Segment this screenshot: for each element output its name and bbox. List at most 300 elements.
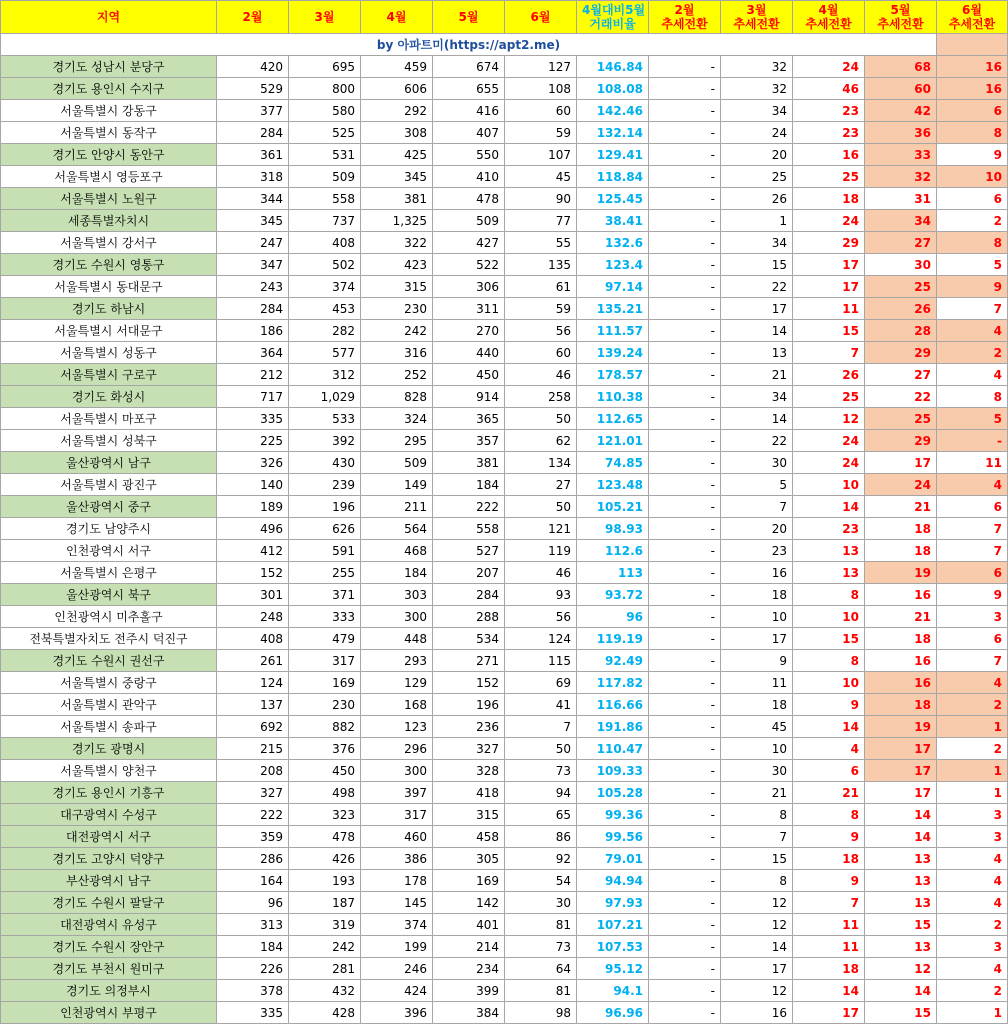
- ratio-cell: 191.86: [577, 716, 649, 738]
- trend-feb-cell: -: [649, 408, 721, 430]
- may-cell: 236: [433, 716, 505, 738]
- header-ratio-line1: 4월대비5월: [582, 3, 646, 17]
- jun-cell: 27: [505, 474, 577, 496]
- table-row: [1, 122, 1008, 144]
- may-cell: 328: [433, 760, 505, 782]
- trend-apr-cell: 10: [793, 672, 865, 694]
- table-row: [1, 298, 1008, 320]
- may-cell: 315: [433, 804, 505, 826]
- trend-mar-cell: 10: [721, 738, 793, 760]
- trend-mar-cell: 18: [721, 694, 793, 716]
- trend-may-cell: 17: [865, 760, 937, 782]
- region-cell: 서울특별시 송파구: [1, 716, 217, 738]
- feb-cell: 286: [217, 848, 289, 870]
- trend-feb-cell: -: [649, 320, 721, 342]
- feb-cell: 412: [217, 540, 289, 562]
- table-row: [1, 188, 1008, 210]
- trend-feb-cell: -: [649, 958, 721, 980]
- trend-mar-cell: 15: [721, 254, 793, 276]
- may-cell: 418: [433, 782, 505, 804]
- jun-cell: 107: [505, 144, 577, 166]
- apr-cell: 424: [361, 980, 433, 1002]
- header-trend-jun-label: 추세전환: [948, 17, 996, 31]
- apr-cell: 397: [361, 782, 433, 804]
- jun-cell: 134: [505, 452, 577, 474]
- trend-feb-cell: -: [649, 56, 721, 78]
- trend-jun-cell: 10: [937, 166, 1008, 188]
- trend-may-cell: 18: [865, 518, 937, 540]
- jun-cell: 64: [505, 958, 577, 980]
- ratio-cell: 139.24: [577, 342, 649, 364]
- ratio-cell: 117.82: [577, 672, 649, 694]
- feb-cell: 327: [217, 782, 289, 804]
- apr-cell: 295: [361, 430, 433, 452]
- region-cell: 서울특별시 영등포구: [1, 166, 217, 188]
- feb-cell: 692: [217, 716, 289, 738]
- ratio-cell: 95.12: [577, 958, 649, 980]
- jun-cell: 127: [505, 56, 577, 78]
- feb-cell: 164: [217, 870, 289, 892]
- jun-cell: 121: [505, 518, 577, 540]
- apr-cell: 316: [361, 342, 433, 364]
- mar-cell: 533: [289, 408, 361, 430]
- ratio-cell: 111.57: [577, 320, 649, 342]
- may-cell: 222: [433, 496, 505, 518]
- trend-apr-cell: 17: [793, 1002, 865, 1024]
- ratio-cell: 107.21: [577, 914, 649, 936]
- region-cell: 서울특별시 구로구: [1, 364, 217, 386]
- trend-mar-cell: 21: [721, 782, 793, 804]
- trend-jun-cell: 6: [937, 100, 1008, 122]
- ratio-cell: 92.49: [577, 650, 649, 672]
- trend-may-cell: 16: [865, 650, 937, 672]
- table-row: [1, 738, 1008, 760]
- trend-feb-cell: -: [649, 100, 721, 122]
- table-row: [1, 78, 1008, 100]
- feb-cell: 186: [217, 320, 289, 342]
- ratio-cell: 108.08: [577, 78, 649, 100]
- may-cell: 357: [433, 430, 505, 452]
- may-cell: 196: [433, 694, 505, 716]
- region-cell: 경기도 화성시: [1, 386, 217, 408]
- trend-apr-cell: 24: [793, 210, 865, 232]
- trend-apr-cell: 14: [793, 496, 865, 518]
- may-cell: 381: [433, 452, 505, 474]
- trend-mar-cell: 17: [721, 298, 793, 320]
- ratio-cell: 132.14: [577, 122, 649, 144]
- mar-cell: 187: [289, 892, 361, 914]
- region-cell: 서울특별시 강서구: [1, 232, 217, 254]
- trend-may-cell: 18: [865, 628, 937, 650]
- table-row: [1, 144, 1008, 166]
- region-cell: 서울특별시 성북구: [1, 430, 217, 452]
- ratio-cell: 112.65: [577, 408, 649, 430]
- table-row: [1, 914, 1008, 936]
- trend-apr-cell: 10: [793, 474, 865, 496]
- feb-cell: 408: [217, 628, 289, 650]
- apr-cell: 199: [361, 936, 433, 958]
- region-cell: 서울특별시 마포구: [1, 408, 217, 430]
- apr-cell: 292: [361, 100, 433, 122]
- trend-feb-cell: -: [649, 606, 721, 628]
- jun-cell: 73: [505, 760, 577, 782]
- ratio-cell: 110.47: [577, 738, 649, 760]
- region-cell: 경기도 용인시 기흥구: [1, 782, 217, 804]
- trend-jun-cell: 3: [937, 804, 1008, 826]
- trend-apr-cell: 18: [793, 848, 865, 870]
- region-cell: 서울특별시 강동구: [1, 100, 217, 122]
- table-row: [1, 254, 1008, 276]
- apr-cell: 396: [361, 1002, 433, 1024]
- jun-cell: 50: [505, 408, 577, 430]
- trend-mar-cell: 26: [721, 188, 793, 210]
- trend-apr-cell: 9: [793, 870, 865, 892]
- jun-cell: 86: [505, 826, 577, 848]
- mar-cell: 323: [289, 804, 361, 826]
- trend-jun-cell: 6: [937, 628, 1008, 650]
- may-cell: 142: [433, 892, 505, 914]
- trend-mar-cell: 12: [721, 892, 793, 914]
- mar-cell: 882: [289, 716, 361, 738]
- trend-jun-cell: 2: [937, 914, 1008, 936]
- trend-feb-cell: -: [649, 782, 721, 804]
- apr-cell: 460: [361, 826, 433, 848]
- trend-feb-cell: -: [649, 188, 721, 210]
- apr-cell: 211: [361, 496, 433, 518]
- may-cell: 674: [433, 56, 505, 78]
- table-body: [1, 56, 1008, 1024]
- feb-cell: 301: [217, 584, 289, 606]
- table-row: [1, 540, 1008, 562]
- may-cell: 550: [433, 144, 505, 166]
- feb-cell: 225: [217, 430, 289, 452]
- may-cell: 427: [433, 232, 505, 254]
- table-row: [1, 804, 1008, 826]
- trend-apr-cell: 23: [793, 100, 865, 122]
- table-row: [1, 892, 1008, 914]
- feb-cell: 496: [217, 518, 289, 540]
- feb-cell: 529: [217, 78, 289, 100]
- apr-cell: 230: [361, 298, 433, 320]
- table-row: [1, 320, 1008, 342]
- feb-cell: 226: [217, 958, 289, 980]
- region-cell: 전북특별자치도 전주시 덕진구: [1, 628, 217, 650]
- apr-cell: 425: [361, 144, 433, 166]
- may-cell: 305: [433, 848, 505, 870]
- feb-cell: 212: [217, 364, 289, 386]
- feb-cell: 717: [217, 386, 289, 408]
- may-cell: 416: [433, 100, 505, 122]
- trend-feb-cell: -: [649, 584, 721, 606]
- header-trend-apr-month: 4월: [818, 3, 839, 17]
- trend-jun-cell: 9: [937, 584, 1008, 606]
- apr-cell: 300: [361, 760, 433, 782]
- trend-may-cell: 21: [865, 606, 937, 628]
- mar-cell: 230: [289, 694, 361, 716]
- credit-row-spacer: [937, 34, 1008, 56]
- table-row: [1, 408, 1008, 430]
- trend-may-cell: 31: [865, 188, 937, 210]
- trend-feb-cell: -: [649, 474, 721, 496]
- trend-jun-cell: 3: [937, 826, 1008, 848]
- feb-cell: 248: [217, 606, 289, 628]
- trend-feb-cell: -: [649, 760, 721, 782]
- mar-cell: 591: [289, 540, 361, 562]
- region-cell: 울산광역시 남구: [1, 452, 217, 474]
- header-trend-feb: [649, 1, 721, 34]
- mar-cell: 196: [289, 496, 361, 518]
- trend-jun-cell: 2: [937, 342, 1008, 364]
- apr-cell: 303: [361, 584, 433, 606]
- trend-jun-cell: 4: [937, 848, 1008, 870]
- region-cell: 경기도 수원시 장안구: [1, 936, 217, 958]
- mar-cell: 282: [289, 320, 361, 342]
- feb-cell: 344: [217, 188, 289, 210]
- ratio-cell: 132.6: [577, 232, 649, 254]
- trend-may-cell: 15: [865, 1002, 937, 1024]
- trend-jun-cell: 4: [937, 364, 1008, 386]
- trend-feb-cell: -: [649, 650, 721, 672]
- trend-may-cell: 15: [865, 914, 937, 936]
- jun-cell: 81: [505, 980, 577, 1002]
- mar-cell: 242: [289, 936, 361, 958]
- region-cell: 서울특별시 성동구: [1, 342, 217, 364]
- ratio-cell: 123.4: [577, 254, 649, 276]
- trend-mar-cell: 10: [721, 606, 793, 628]
- ratio-cell: 129.41: [577, 144, 649, 166]
- region-cell: 서울특별시 양천구: [1, 760, 217, 782]
- trend-jun-cell: 4: [937, 870, 1008, 892]
- trend-may-cell: 13: [865, 848, 937, 870]
- feb-cell: 208: [217, 760, 289, 782]
- apr-cell: 178: [361, 870, 433, 892]
- trend-jun-cell: 5: [937, 254, 1008, 276]
- jun-cell: 98: [505, 1002, 577, 1024]
- trend-mar-cell: 23: [721, 540, 793, 562]
- table-row: [1, 958, 1008, 980]
- trend-feb-cell: -: [649, 804, 721, 826]
- trend-jun-cell: 3: [937, 606, 1008, 628]
- table-row: [1, 672, 1008, 694]
- apr-cell: 423: [361, 254, 433, 276]
- table-row: [1, 386, 1008, 408]
- region-cell: 서울특별시 관악구: [1, 694, 217, 716]
- trend-apr-cell: 9: [793, 826, 865, 848]
- may-cell: 234: [433, 958, 505, 980]
- ratio-cell: 116.66: [577, 694, 649, 716]
- feb-cell: 243: [217, 276, 289, 298]
- trend-jun-cell: 1: [937, 782, 1008, 804]
- apr-cell: 828: [361, 386, 433, 408]
- trend-feb-cell: -: [649, 276, 721, 298]
- feb-cell: 247: [217, 232, 289, 254]
- feb-cell: 377: [217, 100, 289, 122]
- may-cell: 407: [433, 122, 505, 144]
- feb-cell: 137: [217, 694, 289, 716]
- jun-cell: 56: [505, 320, 577, 342]
- trend-feb-cell: -: [649, 914, 721, 936]
- ratio-cell: 142.46: [577, 100, 649, 122]
- ratio-cell: 119.19: [577, 628, 649, 650]
- trend-may-cell: 18: [865, 540, 937, 562]
- jun-cell: 60: [505, 342, 577, 364]
- trend-may-cell: 22: [865, 386, 937, 408]
- may-cell: 478: [433, 188, 505, 210]
- jun-cell: 55: [505, 232, 577, 254]
- jun-cell: 7: [505, 716, 577, 738]
- feb-cell: 140: [217, 474, 289, 496]
- table-row: [1, 56, 1008, 78]
- jun-cell: 108: [505, 78, 577, 100]
- header-trend-may-label: 추세전환: [877, 17, 924, 31]
- apr-cell: 296: [361, 738, 433, 760]
- trend-apr-cell: 17: [793, 254, 865, 276]
- trend-may-cell: 21: [865, 496, 937, 518]
- trend-may-cell: 14: [865, 804, 937, 826]
- trend-feb-cell: -: [649, 386, 721, 408]
- trend-feb-cell: -: [649, 672, 721, 694]
- region-cell: 경기도 남양주시: [1, 518, 217, 540]
- region-cell: 대전광역시 유성구: [1, 914, 217, 936]
- trend-apr-cell: 15: [793, 628, 865, 650]
- apr-cell: 468: [361, 540, 433, 562]
- ratio-cell: 38.41: [577, 210, 649, 232]
- region-cell: 서울특별시 광진구: [1, 474, 217, 496]
- table-row: [1, 232, 1008, 254]
- trend-apr-cell: 14: [793, 980, 865, 1002]
- may-cell: 655: [433, 78, 505, 100]
- trend-may-cell: 19: [865, 716, 937, 738]
- trend-feb-cell: -: [649, 364, 721, 386]
- trend-feb-cell: -: [649, 980, 721, 1002]
- trend-mar-cell: 11: [721, 672, 793, 694]
- apr-cell: 252: [361, 364, 433, 386]
- apr-cell: 308: [361, 122, 433, 144]
- trend-apr-cell: 13: [793, 540, 865, 562]
- mar-cell: 255: [289, 562, 361, 584]
- mar-cell: 558: [289, 188, 361, 210]
- trend-feb-cell: -: [649, 254, 721, 276]
- ratio-cell: 96: [577, 606, 649, 628]
- region-cell: 경기도 의정부시: [1, 980, 217, 1002]
- trend-feb-cell: -: [649, 144, 721, 166]
- feb-cell: 189: [217, 496, 289, 518]
- ratio-cell: 109.33: [577, 760, 649, 782]
- jun-cell: 77: [505, 210, 577, 232]
- trend-may-cell: 13: [865, 892, 937, 914]
- trend-jun-cell: 16: [937, 78, 1008, 100]
- apr-cell: 129: [361, 672, 433, 694]
- ratio-cell: 96.96: [577, 1002, 649, 1024]
- feb-cell: 284: [217, 122, 289, 144]
- apr-cell: 322: [361, 232, 433, 254]
- trend-feb-cell: -: [649, 738, 721, 760]
- header-trend-feb-label: 추세전환: [661, 17, 708, 31]
- mar-cell: 695: [289, 56, 361, 78]
- trend-apr-cell: 12: [793, 408, 865, 430]
- trend-jun-cell: 9: [937, 276, 1008, 298]
- feb-cell: 345: [217, 210, 289, 232]
- table-row: [1, 650, 1008, 672]
- trend-mar-cell: 17: [721, 958, 793, 980]
- ratio-cell: 123.48: [577, 474, 649, 496]
- header-ratio-line2: 거래비율: [589, 17, 636, 31]
- mar-cell: 502: [289, 254, 361, 276]
- trend-may-cell: 14: [865, 826, 937, 848]
- jun-cell: 69: [505, 672, 577, 694]
- apr-cell: 374: [361, 914, 433, 936]
- trend-feb-cell: -: [649, 122, 721, 144]
- credit-link[interactable]: by 아파트미(https://apt2.me): [1, 34, 937, 56]
- may-cell: 527: [433, 540, 505, 562]
- trend-may-cell: 14: [865, 980, 937, 1002]
- mar-cell: 580: [289, 100, 361, 122]
- trend-apr-cell: 17: [793, 276, 865, 298]
- trend-jun-cell: 1: [937, 716, 1008, 738]
- table-row: [1, 628, 1008, 650]
- trend-feb-cell: -: [649, 936, 721, 958]
- apr-cell: 300: [361, 606, 433, 628]
- ratio-cell: 107.53: [577, 936, 649, 958]
- trend-jun-cell: 16: [937, 56, 1008, 78]
- jun-cell: 258: [505, 386, 577, 408]
- region-cell: 경기도 수원시 권선구: [1, 650, 217, 672]
- trend-mar-cell: 8: [721, 804, 793, 826]
- trend-may-cell: 34: [865, 210, 937, 232]
- mar-cell: 800: [289, 78, 361, 100]
- trend-apr-cell: 7: [793, 892, 865, 914]
- trend-mar-cell: 14: [721, 408, 793, 430]
- trend-mar-cell: 21: [721, 364, 793, 386]
- apr-cell: 564: [361, 518, 433, 540]
- ratio-cell: 105.28: [577, 782, 649, 804]
- trend-feb-cell: -: [649, 562, 721, 584]
- trend-jun-cell: 7: [937, 650, 1008, 672]
- feb-cell: 335: [217, 1002, 289, 1024]
- trend-jun-cell: 2: [937, 738, 1008, 760]
- trend-apr-cell: 8: [793, 804, 865, 826]
- trend-may-cell: 16: [865, 584, 937, 606]
- trend-feb-cell: -: [649, 826, 721, 848]
- credit-row: [1, 34, 1008, 56]
- trend-may-cell: 27: [865, 364, 937, 386]
- header-apr: 4월: [361, 1, 433, 34]
- mar-cell: 312: [289, 364, 361, 386]
- may-cell: 184: [433, 474, 505, 496]
- trend-mar-cell: 8: [721, 870, 793, 892]
- trend-mar-cell: 30: [721, 452, 793, 474]
- jun-cell: 73: [505, 936, 577, 958]
- trend-jun-cell: 6: [937, 496, 1008, 518]
- trend-apr-cell: 8: [793, 584, 865, 606]
- region-cell: 서울특별시 동대문구: [1, 276, 217, 298]
- trend-jun-cell: 7: [937, 540, 1008, 562]
- mar-cell: 428: [289, 1002, 361, 1024]
- region-cell: 서울특별시 노원구: [1, 188, 217, 210]
- ratio-cell: 99.36: [577, 804, 649, 826]
- region-cell: 대전광역시 서구: [1, 826, 217, 848]
- trend-feb-cell: -: [649, 342, 721, 364]
- ratio-cell: 94.1: [577, 980, 649, 1002]
- jun-cell: 46: [505, 562, 577, 584]
- region-cell: 서울특별시 동작구: [1, 122, 217, 144]
- trend-feb-cell: -: [649, 628, 721, 650]
- trend-may-cell: 17: [865, 738, 937, 760]
- jun-cell: 124: [505, 628, 577, 650]
- apr-cell: 242: [361, 320, 433, 342]
- trend-may-cell: 25: [865, 408, 937, 430]
- table-row: [1, 584, 1008, 606]
